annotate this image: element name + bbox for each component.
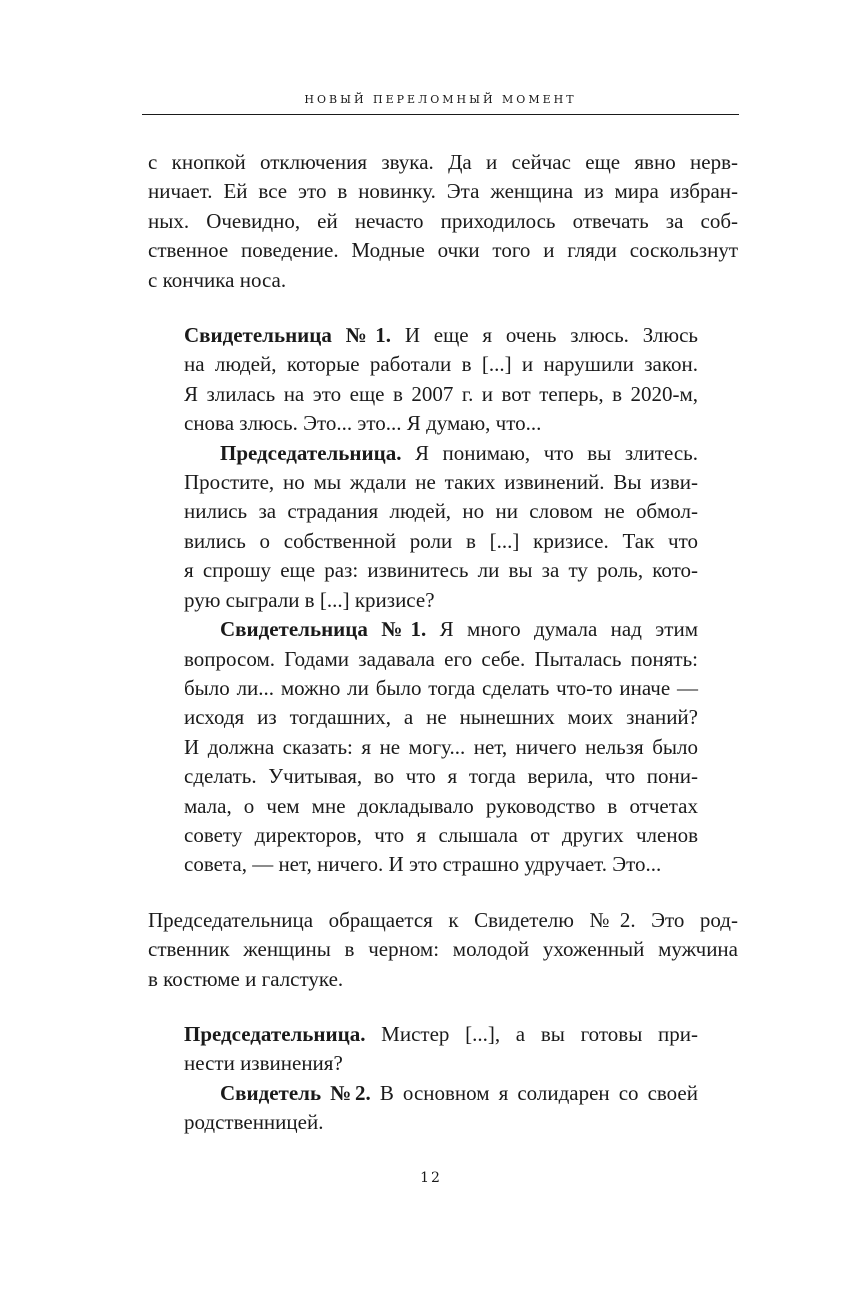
text-line: исходя из тогдашних, а не нынешних моих знаний?	[184, 705, 698, 730]
dialog-line	[184, 1079, 698, 1108]
header-rule	[142, 114, 739, 115]
utterance: В основном я солидарен со своей	[370, 1080, 698, 1105]
text-line: И должна сказать: я не могу... нет, ничего нельзя было	[184, 734, 698, 759]
text-line: Простите, но мы ждали не таких извинений. Вы изви-	[184, 470, 698, 495]
text-line: было ли... можно ли было тогда сделать что-то иначе —	[184, 675, 698, 700]
dialog-line	[184, 1020, 698, 1049]
text-line: ных. Очевидно, ей нечасто приходилось отвечать за соб-	[148, 208, 738, 233]
utterance: И еще я очень злюсь. Злюсь	[391, 323, 698, 348]
speaker-name: Председательница.	[220, 440, 402, 465]
running-title: НОВЫЙ ПЕРЕЛОМНЫЙ МОМЕНТ	[304, 93, 577, 106]
text-line: рую сыграли в [...] кризисе?	[184, 587, 435, 612]
text-line: в костюме и галстуке.	[148, 966, 344, 991]
page-body	[148, 148, 738, 1138]
text-line: снова злюсь. Это... это... Я думаю, что...	[184, 411, 542, 436]
speaker-name: Свидетельница №1.	[184, 323, 392, 348]
dialog-line	[184, 615, 698, 644]
dialog-block-1	[184, 321, 698, 880]
narration-paragraph-1	[148, 148, 738, 295]
text-line: сделать. Учитывая, во что я тогда верила, что пони-	[184, 764, 698, 789]
narration-paragraph-2	[148, 906, 738, 994]
text-line: совета, — нет, ничего. И это страшно удручает. Это...	[184, 852, 662, 877]
text-line: нились за страдания людей, но ни словом не обмол-	[184, 499, 698, 524]
text-line: совету директоров, что я слышала от других членов	[184, 822, 698, 847]
text-line: ничает. Ей все это в новинку. Эта женщина из мира избран-	[148, 179, 738, 204]
page-number: 12	[420, 1170, 442, 1186]
text-line: с кнопкой отключения звука. Да и сейчас еще явно нерв-	[148, 150, 738, 174]
text-line: родственницей.	[184, 1110, 324, 1135]
text-line: вились о собственной роли в [...] кризисе. Так что	[184, 528, 698, 553]
speaker-name: Председательница.	[184, 1021, 366, 1046]
text-line: ственник женщины в черном: молодой ухоженный мужчина	[148, 937, 738, 962]
dialog-line	[184, 439, 698, 468]
utterance: Я понимаю, что вы злитесь.	[401, 440, 698, 465]
text-line: нести извинения?	[184, 1051, 343, 1076]
speaker-name: Свидетель №2.	[220, 1080, 371, 1105]
text-line: мала, о чем мне докладывало руководство в отчетах	[184, 793, 698, 818]
speaker-name: Свидетельница №1.	[220, 617, 427, 642]
text-line: вопросом. Годами задавала его себе. Пыталась понять:	[184, 646, 698, 671]
text-line: на людей, которые работали в [...] и нарушили закон.	[184, 352, 698, 377]
dialog-line	[184, 321, 698, 350]
text-line: Председательница обращается к Свидетелю №2. Это род-	[148, 907, 738, 932]
utterance: Я много думала над этим	[426, 617, 698, 642]
text-line: я спрошу еще раз: извинитесь ли вы за ту роль, кото-	[184, 558, 698, 583]
text-line: с кончика носа.	[148, 267, 287, 292]
text-line: ственное поведение. Модные очки того и гляди соскользнут	[148, 238, 738, 263]
dialog-block-2	[184, 1020, 698, 1138]
text-line: Я злилась на это еще в 2007 г. и вот теперь, в 2020-м,	[184, 381, 698, 406]
utterance: Мистер [...], а вы готовы при-	[365, 1021, 698, 1046]
